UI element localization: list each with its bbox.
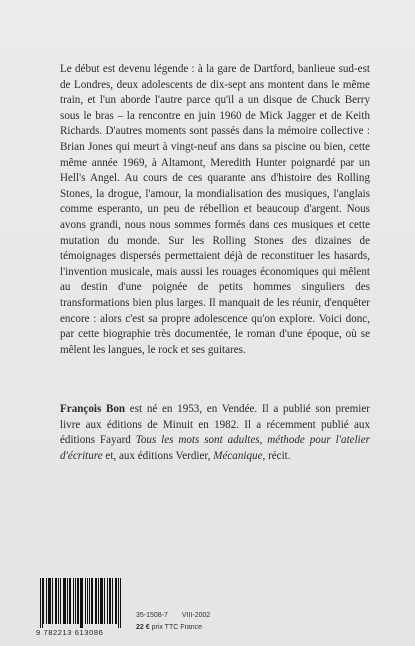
author-bio [60, 402, 370, 464]
author-bio-paragraph [60, 402, 370, 464]
author-name: François Bon [60, 403, 126, 415]
blurb-paragraph: Le début est devenu légende : à la gare de Dartford, banlieue sud-est de Londres, deux adolescents de dix-sept ans montent dans le même train, et l'un aborde l'autre parce qu'il a un disque de Chuck Berry sous le bras – la rencontre en juin 1960 de Mick Jagger et de Keith Richards. D'autres moments sont passés dans la mémoire collective : Brian Jones qui meurt à vingt-neuf ans dans sa piscine ou bien, cette même année 1969, à Altamont, Meredith Hunter poignardé par un Hell's Angel. Au cours de ces quarante ans d'histoire des Rolling Stones, la drogue, l'amour, la mondialisation des musiques, l'anglais comme esperanto, un peu de rébellion et beaucoup d'argent. Nous avons grandi, nous nous sommes formés dans ces musiques et cette mutation du monde. Sur les Rolling Stones des dizaines de témoignages dispersés permettaient déjà de reconstituer les hasards, l'invention musicale, mais aussi les rouages économiques qui mêlent au destin d'une poignée de petits hommes singuliers des transformations bien plus larges. Il manquait de les réunir, d'enquêter encore : alors c'est sa propre adolescence qu'on explore. Voici donc, par cette biographie très documentée, le roman d'une époque, où se mêlent les langues, le rock et ses guitares. [60, 63, 370, 356]
barcode-bars [40, 578, 124, 628]
isbn-barcode [36, 578, 122, 638]
print-date: VIII-2002 [181, 612, 211, 619]
price-info [136, 624, 202, 631]
price-value: 22 € [136, 624, 150, 631]
author-book-title-2: Mécanique [213, 449, 263, 462]
isbn-code: 35-1508-7 [136, 612, 168, 619]
author-bio-text-1: est né en 1953, en Vendée. Il a publié son premier livre aux éditions de Minuit en 1982. Il a récemment publié aux éditions Fayard [60, 403, 370, 447]
barcode-digits: 9 782213 613086 [36, 628, 104, 637]
price-label: prix TTC France [151, 624, 203, 631]
back-cover-blurb [60, 62, 370, 358]
author-bio-text-2: et, aux éditions Verdier, [102, 449, 214, 462]
author-book-title-1: Tous les mots sont adultes, méthode pour l'atelier d'écriture [60, 434, 370, 462]
author-bio-text-3: , récit. [262, 449, 291, 462]
isbn-info [136, 612, 210, 619]
